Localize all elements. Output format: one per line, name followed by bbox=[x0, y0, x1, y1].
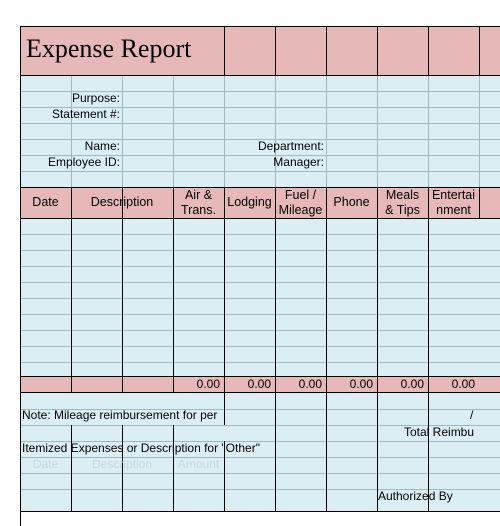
authorized-by-label: Authorized By bbox=[378, 489, 453, 503]
col-description: Description bbox=[90, 195, 154, 209]
total-air-trans: 0.00 bbox=[196, 377, 220, 391]
total-fuel-mileage: 0.00 bbox=[298, 377, 322, 391]
col-entertainment: Entertai nment bbox=[431, 188, 476, 217]
total-entertainment: 0.00 bbox=[451, 377, 475, 391]
total-reimbursement-label: Total Reimbu bbox=[404, 425, 475, 439]
total-phone: 0.00 bbox=[349, 377, 373, 391]
manager-field[interactable] bbox=[326, 155, 500, 171]
col-air-trans: Air & Trans. bbox=[181, 188, 216, 217]
statement-label: Statement #: bbox=[51, 107, 120, 121]
employee-id-field[interactable] bbox=[122, 155, 224, 171]
department-label: Department: bbox=[257, 139, 324, 153]
name-label: Name: bbox=[84, 139, 120, 153]
department-field[interactable] bbox=[326, 139, 500, 155]
itemized-col-description: Description bbox=[91, 457, 153, 471]
itemized-header: Itemized Expenses or Description for "Other" bbox=[22, 441, 260, 455]
statement-field[interactable] bbox=[122, 107, 500, 123]
col-phone: Phone bbox=[333, 195, 370, 209]
col-lodging: Lodging bbox=[227, 195, 272, 209]
col-meals-tips: Meals & Tips bbox=[385, 188, 420, 217]
mileage-note: Note: Mileage reimbursement for per bbox=[22, 408, 218, 422]
manager-label: Manager: bbox=[273, 155, 324, 169]
report-title: Expense Report bbox=[26, 34, 192, 63]
purpose-field[interactable] bbox=[122, 91, 500, 107]
mileage-note-tail: / bbox=[470, 408, 474, 422]
total-lodging: 0.00 bbox=[247, 377, 271, 391]
itemized-col-amount: Amount bbox=[177, 457, 220, 471]
col-date: Date bbox=[32, 195, 59, 209]
itemized-col-date: Date bbox=[32, 457, 59, 471]
name-field[interactable] bbox=[122, 139, 224, 155]
col-fuel-mileage: Fuel / Mileage bbox=[278, 188, 323, 217]
total-meals-tips: 0.00 bbox=[400, 377, 424, 391]
employee-id-label: Employee ID: bbox=[47, 155, 120, 169]
purpose-label: Purpose: bbox=[71, 91, 120, 105]
